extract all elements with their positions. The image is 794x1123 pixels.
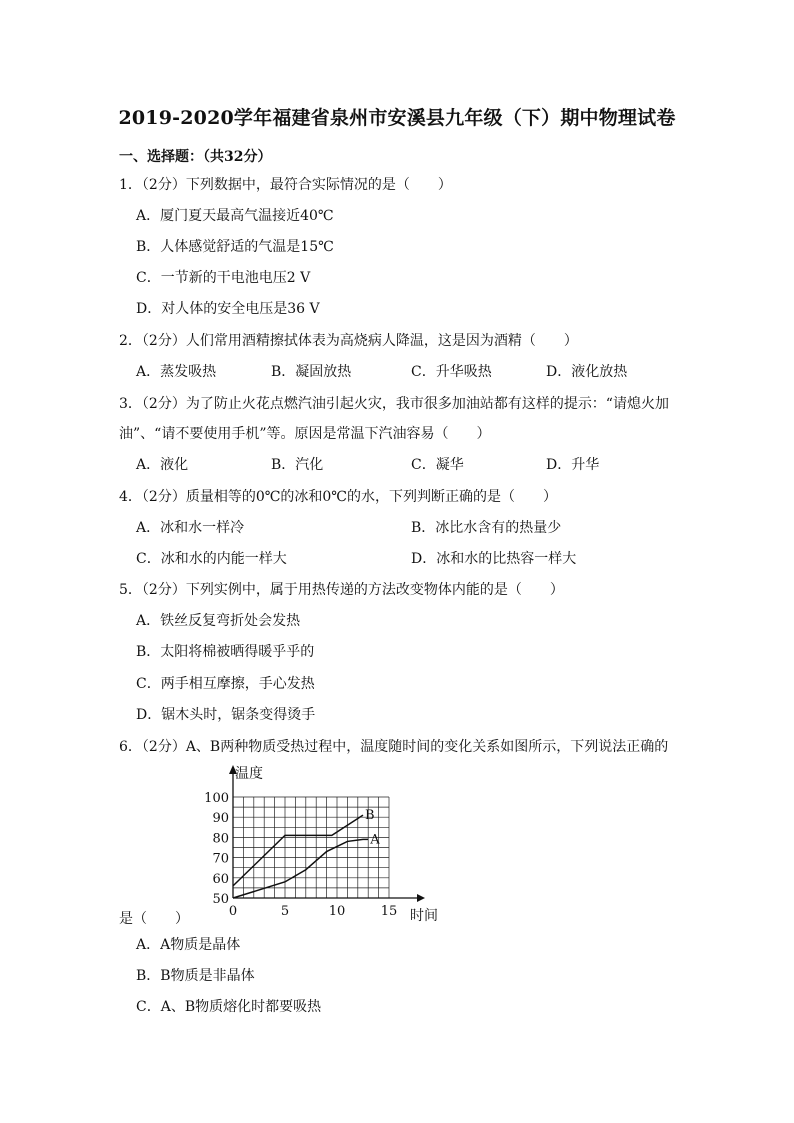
- q3-stem-line1: 3．（2分）为了防止火花点燃汽油引起火灾，我市很多加油站都有这样的提示：“请熄火加: [119, 396, 669, 412]
- q2-option-c[interactable]: C．升华吸热: [411, 364, 492, 380]
- section-heading: 一、选择题：（共32分）: [119, 149, 272, 165]
- temperature-time-chart: [195, 760, 455, 930]
- chart-axes: [229, 765, 425, 902]
- chart-y-label: 温度: [235, 766, 263, 782]
- x-axis-arrow: [417, 894, 425, 902]
- q6-option-b[interactable]: B．B物质是非晶体: [136, 968, 255, 984]
- x-tick-label: 0: [228, 904, 238, 919]
- q5-stem: 5．（2分）下列实例中，属于用热传递的方法改变物体内能的是（ ）: [119, 582, 564, 598]
- series-label-a: A: [370, 832, 380, 848]
- y-tick-label: 80: [212, 831, 229, 847]
- q5-option-b[interactable]: B．太阳将棉被晒得暖乎乎的: [136, 644, 315, 660]
- q3-option-d[interactable]: D．升华: [546, 457, 600, 473]
- q4-option-a[interactable]: A．冰和水一样冷: [136, 520, 245, 536]
- q6-option-a[interactable]: A．A物质是晶体: [136, 937, 241, 953]
- x-tick-label: 5: [280, 904, 290, 919]
- q2-stem: 2．（2分）人们常用酒精擦拭体表为高烧病人降温，这是因为酒精（ ）: [119, 333, 578, 349]
- series-line-b: [233, 815, 363, 886]
- chart-x-label: 时间: [410, 908, 438, 924]
- series-label-b: B: [365, 808, 375, 824]
- q2-option-a[interactable]: A．蒸发吸热: [136, 364, 217, 380]
- y-tick-label: 50: [212, 892, 229, 907]
- q2-option-b[interactable]: B．凝固放热: [271, 364, 352, 380]
- q6-option-c[interactable]: C．A、B物质熔化时都要吸热: [136, 999, 322, 1015]
- y-tick-label: 70: [212, 851, 229, 867]
- q1-option-d[interactable]: D．对人体的安全电压是36 V: [136, 301, 320, 317]
- q1-option-b[interactable]: B．人体感觉舒适的气温是15℃: [136, 239, 334, 255]
- q2-option-d[interactable]: D．液化放热: [546, 364, 628, 380]
- exam-title: 2019-2020学年福建省泉州市安溪县九年级（下）期中物理试卷: [118, 107, 676, 129]
- q1-option-a[interactable]: A．厦门夏天最高气温接近40℃: [136, 208, 334, 224]
- q5-option-d[interactable]: D．锯木头时，锯条变得烫手: [136, 707, 316, 723]
- y-tick-label: 60: [212, 871, 229, 887]
- y-tick-label: 90: [212, 811, 229, 827]
- q3-stem-line2: 油”、“请不要使用手机”等。原因是常温下汽油容易（ ）: [119, 426, 491, 442]
- q5-option-a[interactable]: A．铁丝反复弯折处会发热: [136, 613, 301, 629]
- q4-stem: 4．（2分）质量相等的0℃的冰和0℃的水，下列判断正确的是（ ）: [119, 489, 557, 505]
- q1-stem: 1．（2分）下列数据中，最符合实际情况的是（ ）: [119, 177, 452, 193]
- q6-stem-line1: 6．（2分）A、B两种物质受热过程中，温度随时间的变化关系如图所示，下列说法正确的: [119, 739, 669, 755]
- q4-option-c[interactable]: C．冰和水的内能一样大: [136, 551, 287, 567]
- q5-option-c[interactable]: C．两手相互摩擦，手心发热: [136, 676, 315, 692]
- q3-option-b[interactable]: B．汽化: [271, 457, 324, 473]
- series-line-a: [233, 839, 368, 898]
- q1-option-c[interactable]: C．一节新的干电池电压2 V: [136, 270, 311, 286]
- q3-option-c[interactable]: C．凝华: [411, 457, 464, 473]
- x-tick-label: 15: [380, 904, 398, 919]
- q4-option-d[interactable]: D．冰和水的比热容一样大: [411, 551, 577, 567]
- q6-stem-line2: 是（ ）: [119, 911, 189, 927]
- y-tick-label: 100: [204, 791, 229, 806]
- x-tick-label: 10: [328, 904, 346, 919]
- q3-option-a[interactable]: A．液化: [136, 457, 189, 473]
- q4-option-b[interactable]: B．冰比水含有的热量少: [411, 520, 562, 536]
